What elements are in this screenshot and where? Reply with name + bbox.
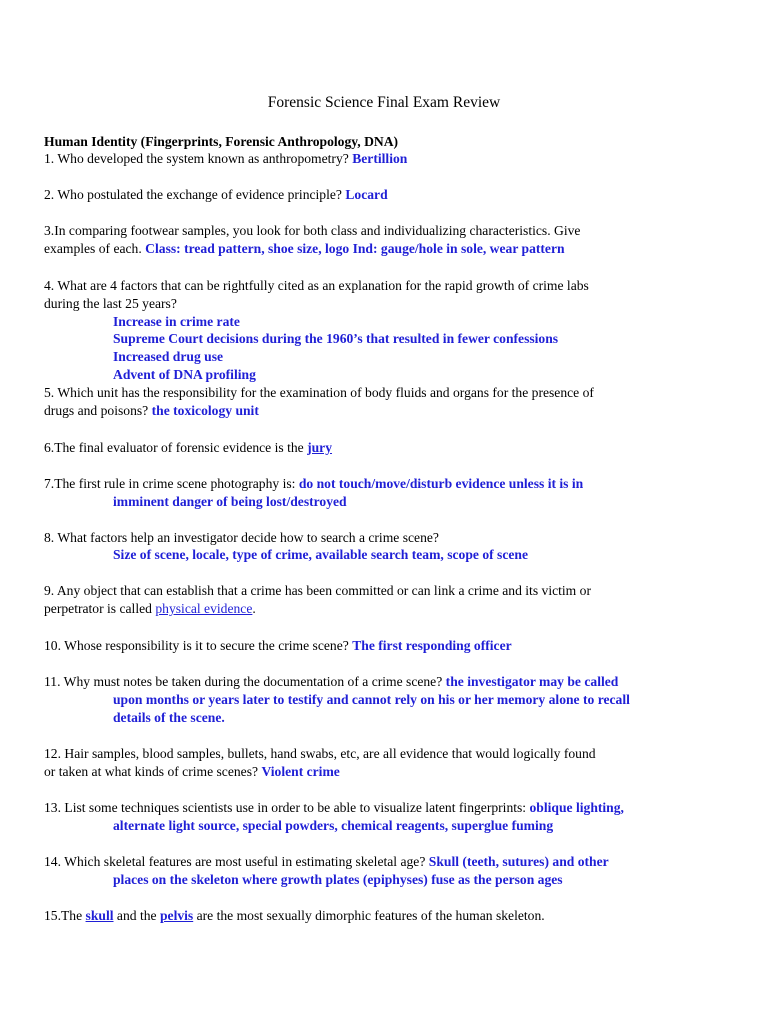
answer-text: imminent danger of being lost/destroyed	[113, 494, 347, 509]
question-text: and the	[116, 908, 157, 923]
answer-text: skull	[85, 908, 114, 923]
question-11	[44, 673, 618, 691]
answer-text: the investigator may be called	[445, 674, 619, 689]
answer-item: Increase in crime rate	[113, 314, 240, 329]
question-text: drugs and poisons?	[44, 403, 149, 418]
question-text: are the most sexually dimorphic features of the human skeleton.	[196, 908, 545, 923]
question-4-line-1: 4. What are 4 factors that can be rightfully cited as an explanation for the rapid growth of crime labs	[44, 278, 589, 293]
answer-text: upon months or years later to testify and cannot rely on his or her memory alone to recall	[113, 692, 630, 707]
answer-text: the toxicology unit	[151, 403, 259, 418]
question-13	[44, 799, 624, 817]
question-2	[44, 186, 388, 204]
question-12-line-1: 12. Hair samples, blood samples, bullets, hand swabs, etc, are all evidence that would logically found	[44, 746, 596, 761]
answer-text: pelvis	[159, 908, 194, 923]
question-text: examples of each.	[44, 241, 142, 256]
question-1	[44, 150, 407, 168]
section-heading: Human Identity (Fingerprints, Forensic Anthropology, DNA)	[44, 134, 399, 149]
question-text: perpetrator is called	[44, 601, 152, 616]
page-title: Forensic Science Final Exam Review	[267, 94, 501, 111]
answer-item: Increased drug use	[113, 349, 224, 364]
answer-text: alternate light source, special powders, chemical reagents, superglue fuming	[113, 818, 554, 833]
question-text: 6.The final evaluator of forensic evidence is the	[44, 440, 304, 455]
answer-item: Advent of DNA profiling	[113, 367, 256, 382]
question-10	[44, 637, 512, 655]
answer-text: Bertillion	[352, 151, 408, 166]
question-14	[44, 853, 609, 871]
question-text: 1. Who developed the system known as anthropometry?	[44, 151, 349, 166]
question-3-line-1: 3.In comparing footwear samples, you look for both class and individualizing characteristics. Give	[44, 223, 581, 238]
answer-text: jury	[307, 440, 333, 455]
question-text: 10. Whose responsibility is it to secure the crime scene?	[44, 638, 349, 653]
punctuation: .	[252, 601, 256, 616]
answer-text: places on the skeleton where growth plates (epiphyses) fuse as the person ages	[113, 872, 563, 887]
question-4-line-2: during the last 25 years?	[44, 296, 177, 311]
question-12-line-2	[44, 763, 340, 781]
question-text: 14. Which skeletal features are most useful in estimating skeletal age?	[44, 854, 426, 869]
question-9-line-2	[44, 600, 256, 618]
answer-text: Violent crime	[261, 764, 340, 779]
question-9-line-1: 9. Any object that can establish that a crime has been committed or can link a crime and its victim or	[44, 583, 591, 598]
answer-text: Skull (teeth, sutures) and other	[428, 854, 609, 869]
question-15	[44, 907, 545, 925]
question-5-line-1: 5. Which unit has the responsibility for the examination of body fluids and organs for the presence of	[44, 385, 594, 400]
answer-text: Size of scene, locale, type of crime, available search team, scope of scene	[113, 547, 528, 562]
answer-item: Supreme Court decisions during the 1960’s that resulted in fewer confessions	[113, 331, 559, 346]
answer-text: details of the scene.	[113, 710, 225, 725]
question-text: 11. Why must notes be taken during the documentation of a crime scene?	[44, 674, 443, 689]
question-3-line-2	[44, 240, 565, 258]
question-8: 8. What factors help an investigator decide how to search a crime scene?	[44, 530, 439, 545]
answer-text: Class: tread pattern, shoe size, logo Ind: gauge/hole in sole, wear pattern	[145, 241, 565, 256]
answer-text: Locard	[345, 187, 388, 202]
answer-text: do not touch/move/disturb evidence unless it is in	[298, 476, 584, 491]
question-text: 7.The first rule in crime scene photography is:	[44, 476, 296, 491]
answer-text: The first responding officer	[352, 638, 512, 653]
question-text: or taken at what kinds of crime scenes?	[44, 764, 259, 779]
answer-text: physical evidence	[155, 601, 253, 616]
question-5-line-2	[44, 402, 259, 420]
question-6	[44, 439, 332, 457]
question-text: 13. List some techniques scientists use in order to be able to visualize latent fingerprints:	[44, 800, 527, 815]
question-7	[44, 475, 583, 493]
question-text: 15.The	[44, 908, 83, 923]
question-text: 2. Who postulated the exchange of evidence principle?	[44, 187, 342, 202]
answer-text: oblique lighting,	[529, 800, 624, 815]
